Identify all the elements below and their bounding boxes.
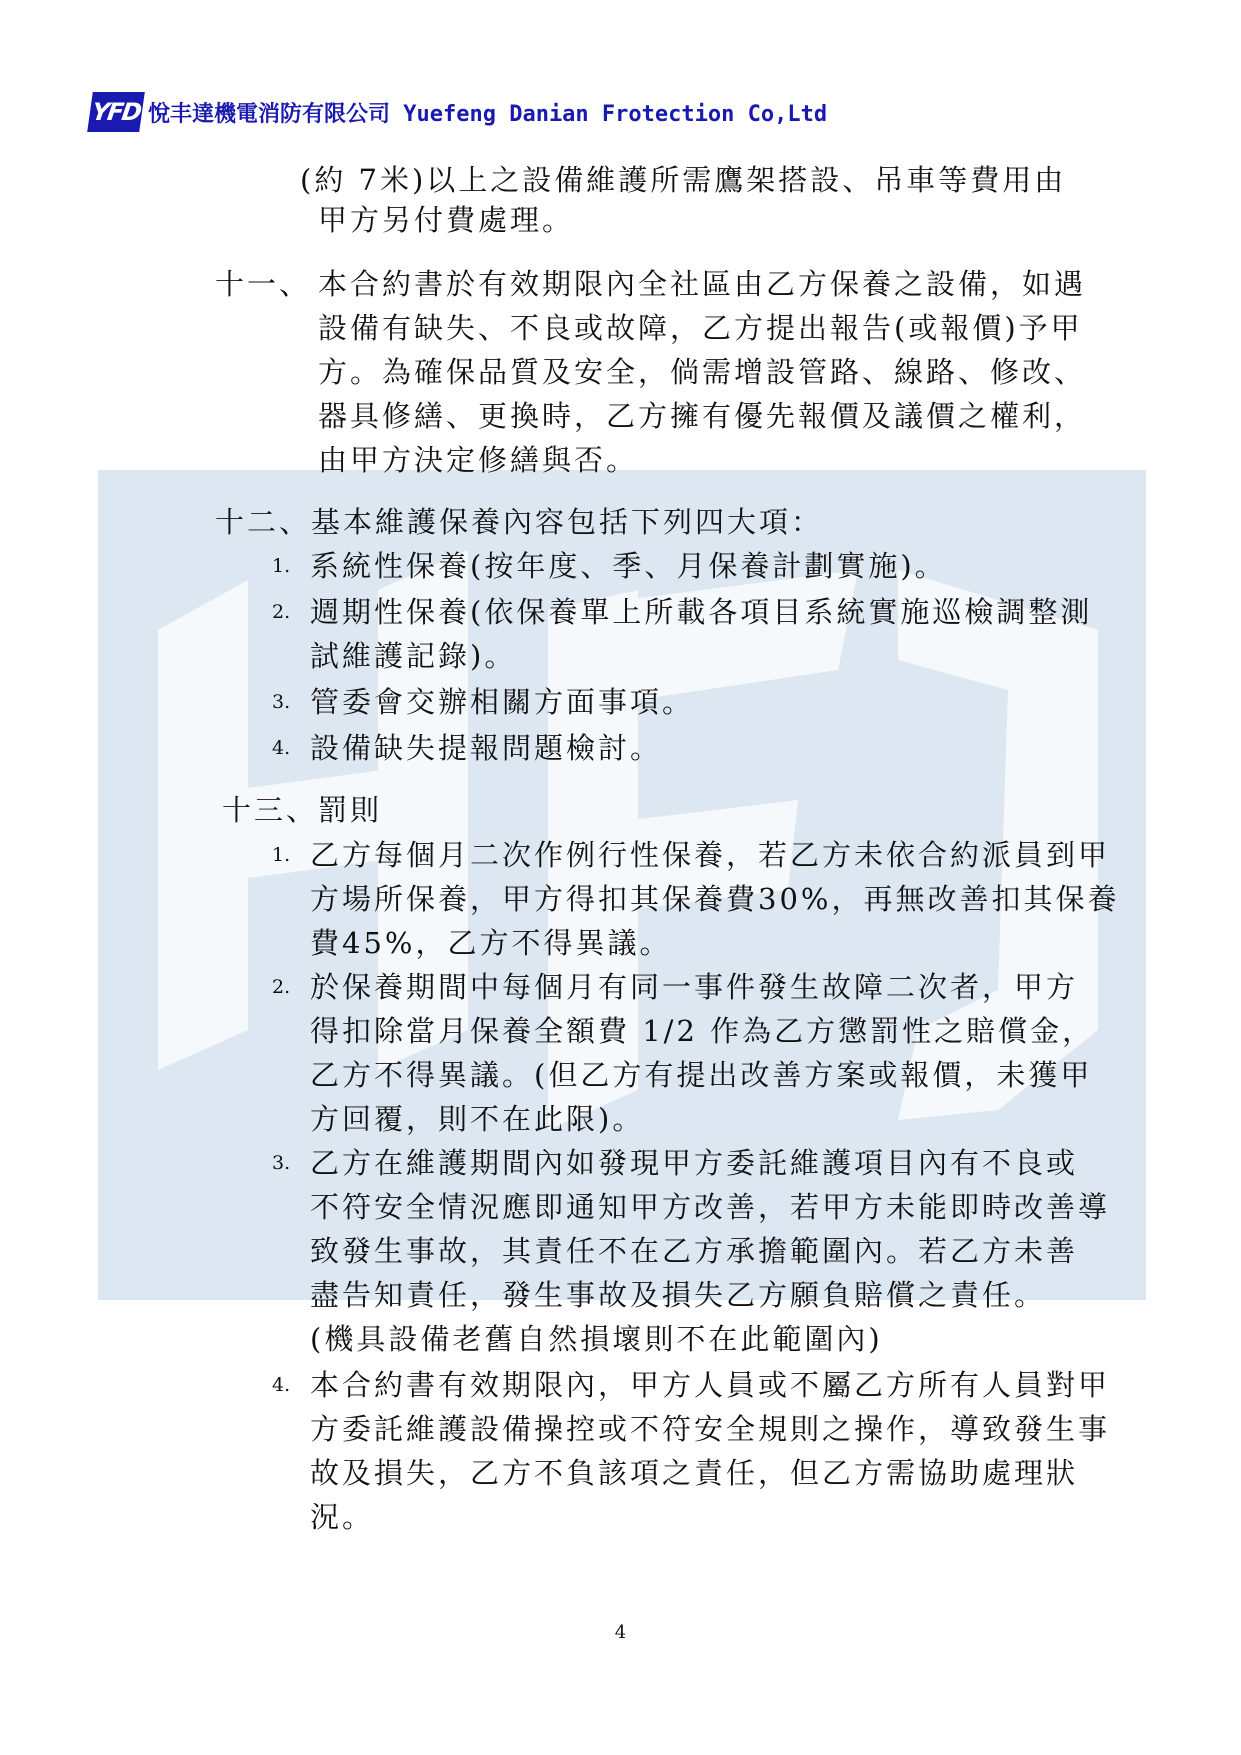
section-13-item-2-line-2: 得扣除當月保養全額費 1/2 作為乙方懲罰性之賠償金， [310, 1014, 1095, 1048]
section-12-heading: 十二、基本維護保養內容包括下列四大項： [215, 505, 824, 539]
section-13-item-2-line-1: 於保養期間中每個月有同一事件發生故障二次者，甲方 [310, 970, 1079, 1004]
section-13-item-1-line-3: 費45%，乙方不得異議。 [310, 926, 672, 960]
company-name: 悅丰達機電消防有限公司 Yuefeng Danian Frotection Co,Ltd [148, 101, 828, 127]
section-13-item-2-number: 2. [272, 976, 291, 998]
section-11-line-5: 由甲方決定修繕與否。 [318, 443, 639, 477]
section-12-item-1-line-1: 系統性保養(按年度、季、月保養計劃實施)。 [310, 549, 947, 583]
section-11-heading: 十一、 [215, 267, 312, 301]
section-12-item-3-number: 3. [272, 691, 291, 713]
section-12-item-2-number: 2. [272, 601, 291, 623]
section-13-item-1-line-2: 方場所保養，甲方得扣其保養費30%，再無改善扣其保養 [310, 882, 1120, 916]
page-number: 4 [614, 1622, 627, 1643]
section-13-item-1-number: 1. [272, 844, 291, 866]
continuation-line-1: (約 7米)以上之設備維護所需鷹架搭設、吊車等費用由 [300, 163, 1067, 197]
section-11-line-4: 器具修繕、更換時，乙方擁有優先報價及議價之權利， [318, 399, 1087, 433]
section-13-item-2-line-3: 乙方不得異議。(但乙方有提出改善方案或報價，未獲甲 [310, 1058, 1093, 1092]
section-13-item-4-line-2: 方委託維護設備操控或不符安全規則之操作，導致發生事 [310, 1412, 1111, 1446]
section-13-item-4-line-4: 況。 [310, 1500, 375, 1534]
section-12-item-4-line-1: 設備缺失提報問題檢討。 [310, 731, 663, 765]
section-13-item-3-line-1: 乙方在維護期間內如發現甲方委託維護項目內有不良或 [310, 1146, 1079, 1180]
section-11-line-1: 本合約書於有效期限內全社區由乙方保養之設備，如遇 [318, 267, 1087, 301]
section-13-item-3-line-5: (機具設備老舊自然損壞則不在此範圍內) [310, 1322, 883, 1356]
section-13-item-3-line-4: 盡告知責任，發生事故及損失乙方願負賠償之責任。 [310, 1278, 1047, 1312]
continuation-line-2: 甲方另付費處理。 [318, 203, 575, 237]
section-13-item-4-line-3: 故及損失，乙方不負該項之責任，但乙方需協助處理狀 [310, 1456, 1079, 1490]
section-11-line-3: 方。為確保品質及安全，倘需增設管路、線路、修改、 [318, 355, 1087, 389]
section-13-heading: 十三、罰則 [222, 793, 383, 827]
section-12-item-4-number: 4. [272, 737, 291, 759]
section-12-item-2-line-1: 週期性保養(依保養單上所載各項目系統實施巡檢調整測 [310, 595, 1093, 629]
section-12-item-3-line-1: 管委會交辦相關方面事項。 [310, 685, 695, 719]
section-13-item-3-number: 3. [272, 1152, 291, 1174]
section-13-item-4-number: 4. [272, 1374, 291, 1396]
section-13-item-3-line-2: 不符安全情況應即通知甲方改善，若甲方未能即時改善導 [310, 1190, 1111, 1224]
section-13-item-3-line-3: 致發生事故，其責任不在乙方承擔範圍內。若乙方未善 [310, 1234, 1079, 1268]
section-12-item-2-line-2: 試維護記錄)。 [310, 639, 517, 673]
section-13-item-1-line-1: 乙方每個月二次作例行性保養，若乙方未依合約派員到甲 [310, 838, 1111, 872]
section-12-item-1-number: 1. [272, 555, 291, 577]
letterhead [90, 90, 827, 134]
section-11-line-2: 設備有缺失、不良或故障，乙方提出報告(或報價)予甲 [318, 311, 1083, 345]
company-logo: YFD [87, 92, 145, 132]
section-13-item-4-line-1: 本合約書有效期限內，甲方人員或不屬乙方所有人員對甲 [310, 1368, 1111, 1402]
section-13-item-2-line-4: 方回覆，則不在此限)。 [310, 1102, 645, 1136]
